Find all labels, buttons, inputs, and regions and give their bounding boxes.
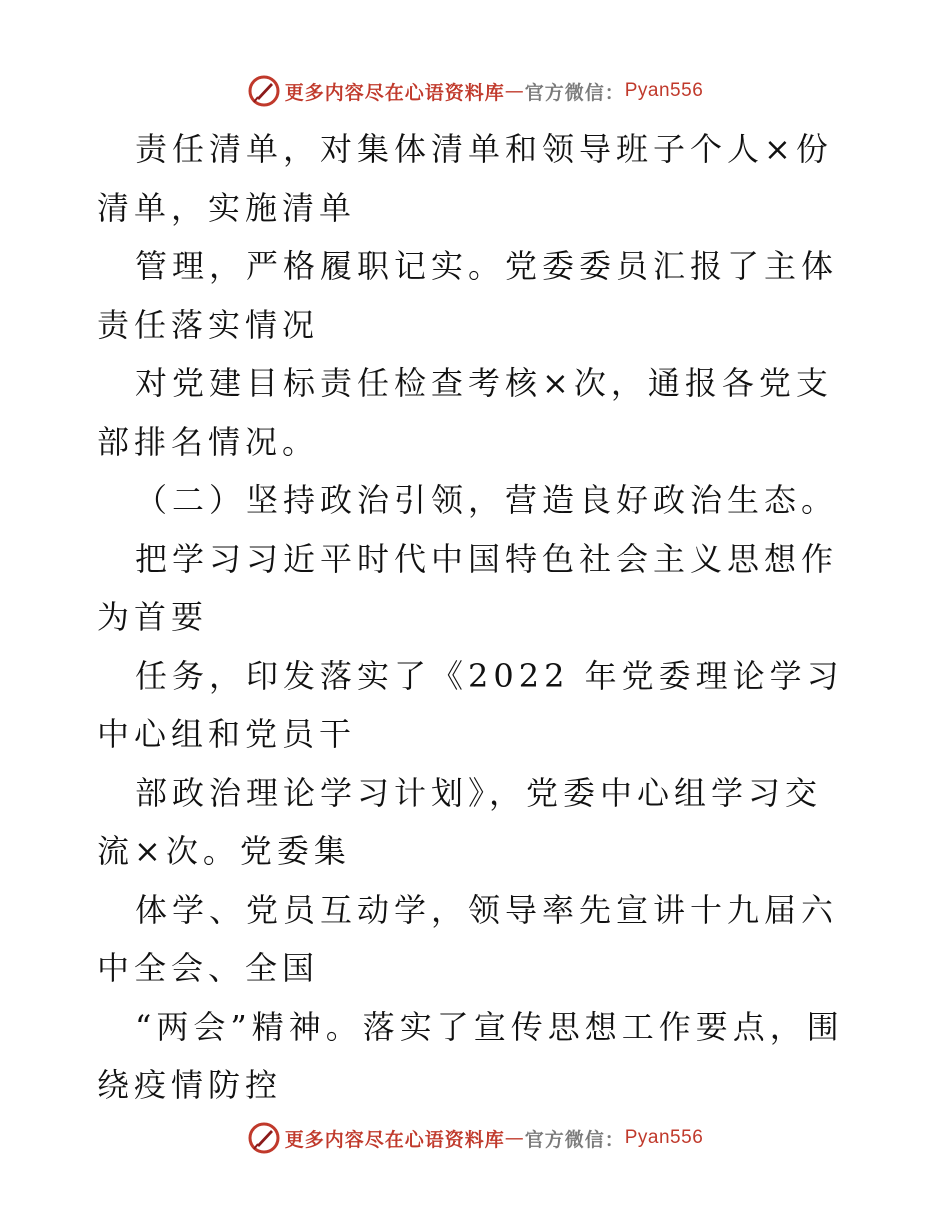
paragraph: “两会”精神。落实了宣传思想工作要点，围绕疫情防控 [97,1007,844,1104]
watermark-handle: Pyan556 [624,80,704,101]
paragraph: 把学习习近平时代中国特色社会主义思想作为首要 [97,539,839,636]
watermark-handle: Pyan556 [624,1127,704,1148]
watermark-dash: — [504,1127,525,1149]
header-watermark [0,71,950,111]
watermark-brand: 更多内容尽在心语资料库 [284,81,505,104]
document-body [97,120,857,1115]
watermark-brand: 更多内容尽在心语资料库 [284,1128,505,1151]
quill-logo-icon [247,1121,281,1155]
paragraph: 部政治理论学习计划》，党委中心组学习交流×次。党委集 [97,773,823,870]
paragraph: 责任清单，对集体清单和领导班子个人×份清单，实施清单 [97,130,833,227]
paragraph: 对党建目标责任检查考核×次，通报各党支部排名情况。 [97,364,833,461]
watermark-official-label: 官方微信： [524,81,625,104]
footer-watermark [0,1118,950,1158]
paragraph: 管理，严格履职记实。党委委员汇报了主体责任落实情况 [97,247,839,344]
section-heading: （二）坚持政治引领，营造良好政治生态。 [135,481,839,519]
quill-logo-icon [247,74,281,108]
watermark-dash: — [504,80,525,102]
paragraph: 任务，印发落实了《2022 年党委理论学习中心组和党员干 [97,656,844,753]
paragraph: 体学、党员互动学，领导率先宣讲十九届六中全会、全国 [97,890,839,987]
watermark-official-label: 官方微信： [524,1128,625,1151]
